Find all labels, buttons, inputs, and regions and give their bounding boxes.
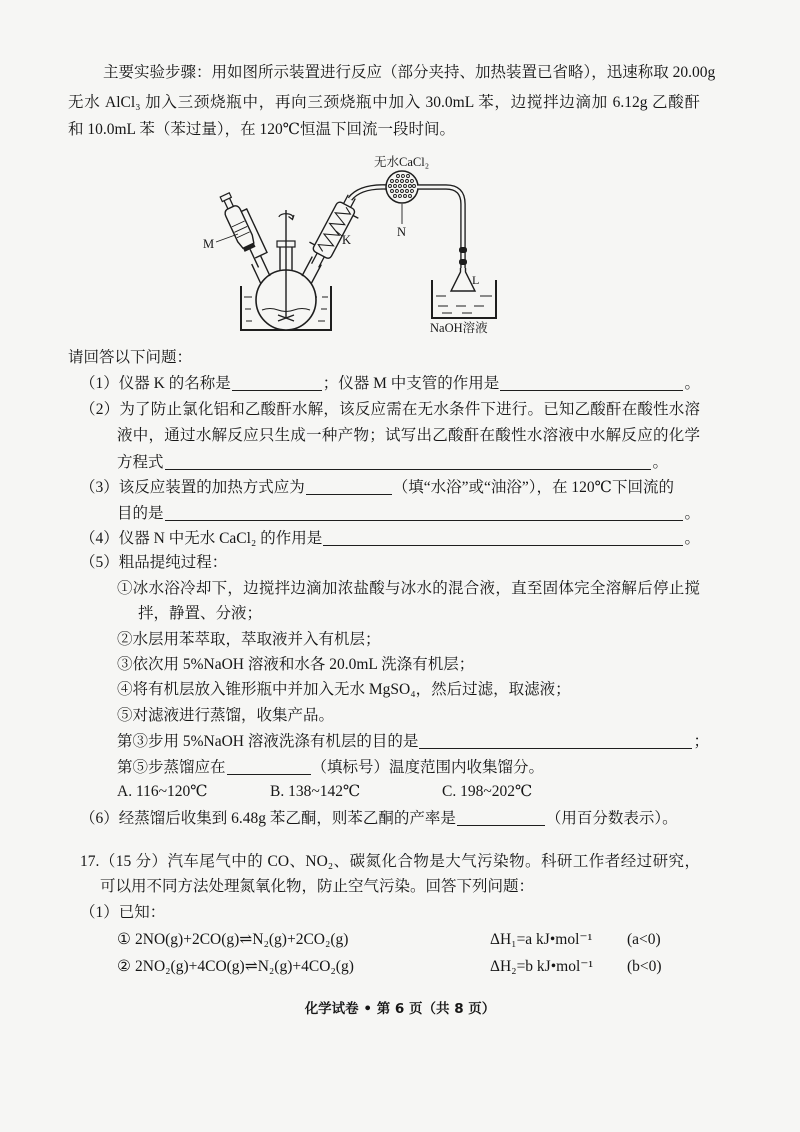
label-n: N: [397, 225, 407, 239]
step-4: ④将有机层放入锥形瓶中并加入无水 MgSO₄，然后过滤，取滤液；: [117, 681, 571, 698]
label-k: K: [342, 233, 352, 247]
step-3: ③依次用 5%NaOH 溶液和水各 20.0mL 洗涤有机层；: [117, 656, 475, 673]
option-label: C.: [442, 783, 457, 800]
problem-17-text: 汽车尾气中的 CO、NO₂、碳氮化合物是大气污染物。科研工作者经过研究，: [167, 853, 700, 870]
equation-condition: (b<0): [627, 958, 662, 975]
equation-index: ②: [117, 958, 131, 975]
option-c: [442, 782, 532, 802]
problem-17-line-2: 可以用不同方法处理氮氧化物，防止空气污染。回答下列问题：: [100, 878, 535, 895]
answer-blank: [232, 376, 322, 391]
question-3-line-1: [80, 477, 674, 497]
problem-score: （15 分）: [99, 853, 168, 870]
delivery-tube-bore: [417, 187, 463, 270]
answer-blank: [323, 531, 683, 546]
problem-17-part-1-title: （1）已知：: [80, 904, 166, 921]
wash-question: [117, 731, 709, 751]
problem-number: 17.: [80, 853, 100, 870]
wash-question-end: ；: [693, 733, 709, 750]
answer-blank: [165, 455, 652, 470]
option-a: [117, 782, 208, 802]
option-text: 198~202℃: [460, 783, 533, 800]
condenser-jacket: [312, 201, 356, 260]
question-1-text: ；仪器 M 中支管的作用是: [322, 375, 500, 392]
delivery-tube: [417, 187, 463, 270]
label-m: M: [203, 237, 215, 251]
equation-condition: (a<0): [627, 931, 661, 948]
naoh-solution: [436, 296, 492, 313]
rubber-joint: [459, 259, 467, 265]
question-2-end: 。: [652, 454, 668, 471]
question-1: [80, 373, 700, 393]
step-2: ②水层用苯萃取，萃取液并入有机层；: [117, 631, 381, 648]
label-naoh-solution: NaOH溶液: [430, 321, 488, 335]
option-label: A.: [117, 783, 133, 800]
step-1-line-1: ①冰水浴冷却下，边搅拌边滴加浓盐酸与冰水的混合液，直至固体完全溶解后停止搅: [117, 580, 700, 597]
intro-line-1: 主要实验步骤：用如图所示装置进行反应（部分夹持、加热装置已省略），迅速称取 20.00g: [103, 64, 716, 81]
question-4-text: （4）仪器 N 中无水 CaCl₂ 的作用是: [80, 530, 323, 547]
equation-enthalpy: ΔH₂=b kJ•mol⁻¹: [490, 958, 594, 975]
intro-line-2: 无水 AlCl₃ 加入三颈烧瓶中，再向三颈烧瓶中加入 30.0mL 苯，边搅拌边滴加 6.12g 乙酸酐: [68, 94, 700, 111]
distill-question-text: 第⑤步蒸馏应在: [117, 759, 226, 776]
question-4-end: 。: [684, 530, 700, 547]
equation-index: ①: [117, 931, 131, 948]
question-3-text: （3）该反应装置的加热方式应为: [80, 479, 305, 496]
question-3-end: 。: [684, 505, 700, 522]
question-2-line-3: [117, 452, 668, 472]
page-footer: 化学试卷 • 第 6 页（共 8 页）: [304, 1001, 496, 1017]
option-text: 138~142℃: [288, 783, 361, 800]
step-5: ⑤对滤液进行蒸馏，收集产品。: [117, 707, 335, 724]
answer-blank: [165, 506, 684, 521]
equation-1: [117, 930, 677, 950]
option-b: [270, 782, 360, 802]
funnel-stopper: [220, 193, 231, 202]
question-3-text: （填“水浴”或“油浴”），在 120℃下回流的: [392, 479, 674, 496]
question-3-text: 目的是: [117, 505, 164, 522]
question-2-line-1: （2）为了防止氯化铝和乙酸酐水解，该反应需在无水条件下进行。已知乙酸酐在酸性水溶: [80, 401, 700, 418]
equation-reaction: 2NO₂(g)+4CO(g)⇌N₂(g)+4CO₂(g): [135, 958, 354, 975]
intro-line-3: 和 10.0mL 苯（苯过量），在 120℃恒温下回流一段时间。: [68, 121, 456, 138]
option-label: B.: [270, 783, 285, 800]
question-6-text: （6）经蒸馏后收集到 6.48g 苯乙酮，则苯乙酮的产率是: [80, 810, 456, 827]
answer-blank: [227, 760, 311, 775]
question-2-line-2: 液中，通过水解反应只生成一种产物；试写出乙酸酐在酸性水溶液中水解反应的化学: [117, 427, 700, 444]
question-4: [80, 528, 700, 548]
answer-blank: [419, 734, 692, 749]
dropping-funnel-m: [217, 189, 271, 271]
question-2-text: 方程式: [117, 454, 164, 471]
funnel-body: [223, 204, 255, 249]
label-drying-agent: 无水CaCl₂: [374, 155, 430, 169]
step-1-line-2: 拌，静置、分液；: [138, 605, 263, 622]
label-l: L: [472, 273, 480, 287]
question-6-end: （用百分数表示）。: [545, 810, 678, 827]
answer-blank: [457, 811, 545, 826]
equation-2: [117, 957, 677, 977]
equation-reaction: 2NO(g)+2CO(g)⇌N₂(g)+2CO₂(g): [135, 931, 349, 948]
question-1-end: 。: [684, 375, 700, 392]
question-1-text: （1）仪器 K 的名称是: [80, 375, 231, 392]
questions-prompt: 请回答以下问题：: [68, 349, 193, 366]
problem-17-line-1: [80, 852, 700, 872]
equation-enthalpy: ΔH₁=a kJ•mol⁻¹: [490, 931, 593, 948]
answer-blank: [306, 480, 392, 495]
distill-question-end: （填标号）温度范围内收集馏分。: [311, 759, 545, 776]
question-3-line-2: [117, 503, 700, 523]
distill-question: [117, 757, 544, 777]
option-text: 116~120℃: [135, 783, 208, 800]
rubber-joint: [459, 247, 467, 253]
apparatus-diagram: [195, 145, 515, 340]
answer-blank: [500, 376, 683, 391]
option-list: [117, 782, 597, 802]
question-6: [80, 808, 678, 828]
question-5-title: （5）粗品提纯过程：: [80, 554, 228, 571]
wash-question-text: 第③步用 5%NaOH 溶液洗涤有机层的目的是: [117, 733, 419, 750]
